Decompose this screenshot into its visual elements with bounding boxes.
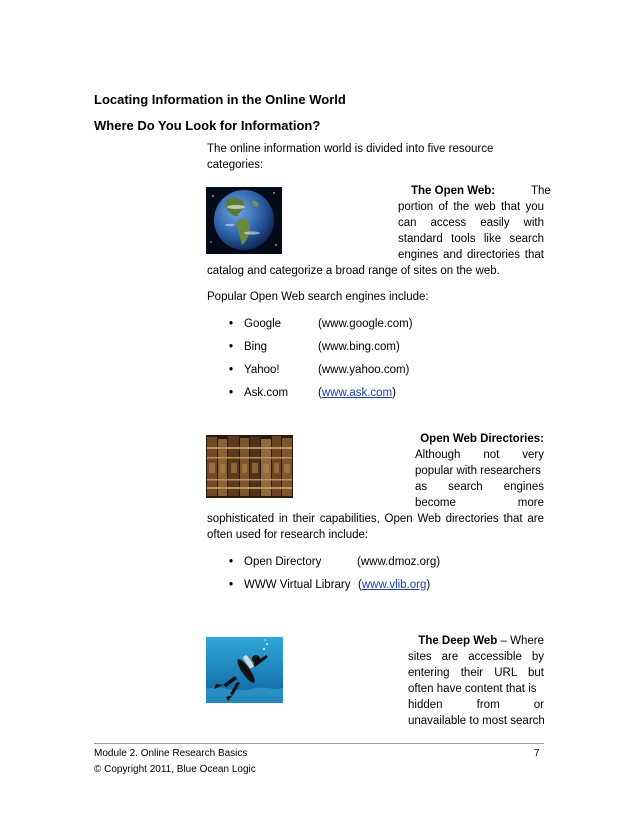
bullet-icon: • bbox=[229, 364, 234, 376]
deep-web-line-1: sites are accessible by bbox=[408, 651, 544, 663]
bullet-icon: • bbox=[229, 341, 234, 353]
directories-line-5: sophisticated in their capabilities, Open Web directories that are bbox=[207, 513, 544, 525]
old-books-image bbox=[206, 435, 293, 498]
page-number: 7 bbox=[534, 748, 540, 759]
footer-divider bbox=[94, 743, 544, 744]
directories-line-1: Although not very bbox=[415, 449, 544, 461]
page-heading: Locating Information in the Online World bbox=[94, 92, 346, 107]
directories-line-2: popular with researchers bbox=[415, 465, 541, 477]
open-web-line-1: The bbox=[531, 185, 551, 197]
ask-link[interactable]: www.ask.com bbox=[321, 387, 393, 399]
bullet-icon: • bbox=[229, 556, 234, 568]
bullet-icon: • bbox=[229, 387, 234, 399]
bullet-icon: • bbox=[229, 318, 234, 330]
directories-line-6: often used for research include: bbox=[207, 529, 369, 541]
earth-globe-image bbox=[206, 187, 282, 254]
engines-intro: Popular Open Web search engines include: bbox=[207, 291, 429, 303]
open-web-title: The Open Web: bbox=[411, 185, 496, 197]
scuba-diver-image bbox=[206, 637, 283, 703]
section-heading: Where Do You Look for Information? bbox=[94, 118, 321, 133]
deep-web-line-3: often have content that is bbox=[408, 683, 537, 695]
directories-line-4: become more bbox=[415, 497, 544, 509]
open-web-line-6: catalog and categorize a broad range of sites on the web. bbox=[207, 265, 500, 277]
deep-web-line-5: unavailable to most search bbox=[408, 715, 545, 727]
footer-copyright: © Copyright 2011, Blue Ocean Logic bbox=[94, 764, 256, 775]
deep-web-dash: – Where bbox=[500, 635, 544, 647]
deep-web-line-4: hidden from or bbox=[408, 699, 544, 711]
open-web-line-2: portion of the web that you bbox=[398, 201, 544, 213]
deep-web-title: The Deep Web bbox=[418, 635, 498, 647]
footer-module: Module 2. Online Research Basics bbox=[94, 748, 248, 759]
open-web-line-5: engines and directories that bbox=[398, 249, 544, 261]
vlib-link[interactable]: www.vlib.org bbox=[361, 579, 427, 591]
directories-title: Open Web Directories: bbox=[420, 433, 544, 445]
open-web-line-3: can access easily with bbox=[398, 217, 544, 229]
intro-line-2: categories: bbox=[207, 159, 264, 171]
open-web-line-4: standard tools like search bbox=[398, 233, 544, 245]
deep-web-line-2: entering their URL but bbox=[408, 667, 544, 679]
intro-line-1: The online information world is divided into five resource bbox=[207, 143, 494, 155]
bullet-icon: • bbox=[229, 579, 234, 591]
directories-line-3: as search engines bbox=[415, 481, 544, 493]
